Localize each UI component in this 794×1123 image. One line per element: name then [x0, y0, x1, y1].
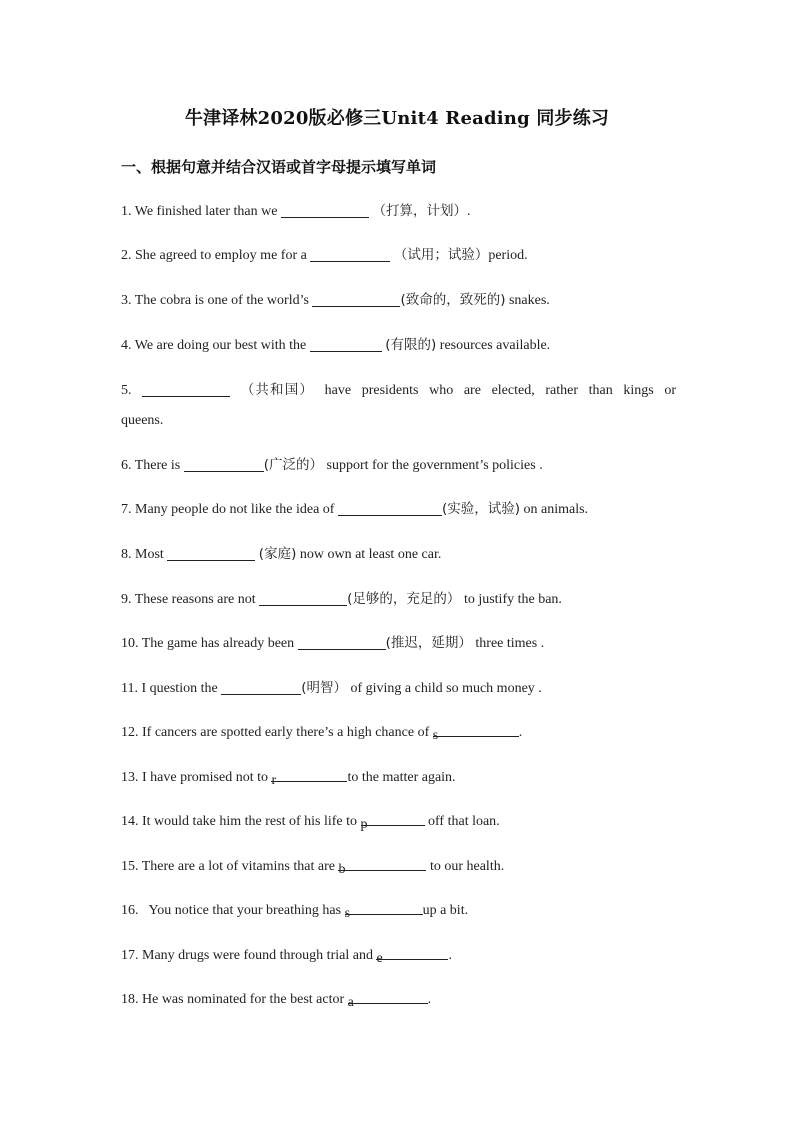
question-text-after: on animals. — [523, 502, 589, 517]
chinese-hint: (足够的，充足的） — [347, 591, 461, 607]
question-number: 16. — [121, 903, 139, 918]
question-text-after: off that loan. — [424, 814, 500, 829]
question-number: 3. — [121, 293, 132, 308]
question-17 — [121, 940, 676, 971]
question-text-after: support for the government’s policies . — [326, 458, 543, 473]
question-text-after: to our health. — [426, 859, 505, 874]
initial-letter: r — [271, 773, 277, 788]
question-number: 18. — [121, 992, 139, 1007]
chinese-hint: (实验，试验) — [441, 501, 520, 517]
chinese-hint: (家庭) — [258, 546, 297, 562]
question-4 — [121, 330, 676, 361]
question-text-before: I question the — [141, 681, 222, 696]
question-1 — [121, 196, 676, 227]
question-number: 6. — [121, 458, 132, 473]
answer-blank[interactable] — [310, 245, 390, 262]
initial-letter: s — [344, 906, 351, 921]
answer-blank[interactable] — [344, 898, 423, 921]
chinese-hint: (明智） — [301, 680, 347, 696]
chinese-hint: （试用；试验） — [393, 247, 489, 263]
question-text-before: These reasons are not — [134, 592, 260, 607]
question-text-after: of giving a child so much money . — [350, 681, 542, 696]
answer-blank[interactable] — [271, 765, 347, 788]
chinese-hint: （打算，计划） — [372, 203, 467, 219]
question-12 — [121, 717, 676, 748]
question-6 — [121, 450, 676, 481]
question-14 — [121, 806, 676, 837]
initial-letter: b — [338, 862, 346, 877]
question-text-before: You notice that your breathing has — [138, 903, 345, 918]
question-text-before: The cobra is one of the world’s — [134, 293, 313, 308]
answer-blank[interactable] — [167, 544, 255, 561]
question-text-after: up a bit. — [422, 903, 469, 918]
answer-blank[interactable] — [184, 455, 264, 472]
question-number: 4. — [121, 338, 132, 353]
question-text-after: have presidents who are elected, rather than kings or queens. — [121, 383, 677, 428]
initial-letter: e — [376, 951, 383, 966]
chinese-hint: (广泛的） — [263, 457, 324, 473]
question-11 — [121, 673, 676, 704]
question-text-after: . — [427, 992, 432, 1007]
question-text-after: . — [466, 204, 471, 219]
question-text-before: We finished later than we — [134, 204, 281, 219]
question-15 — [121, 851, 676, 882]
initial-letter: a — [347, 995, 354, 1010]
answer-blank[interactable] — [360, 809, 425, 832]
question-text-before: He was nominated for the best actor — [142, 992, 348, 1007]
answer-blank[interactable] — [310, 335, 382, 352]
question-text-before: There is — [134, 458, 184, 473]
question-number: 10. — [121, 636, 139, 651]
answer-blank[interactable] — [376, 943, 448, 966]
answer-blank[interactable] — [312, 290, 400, 307]
question-text-after: to justify the ban. — [463, 592, 562, 607]
answer-blank[interactable] — [142, 380, 230, 397]
question-number: 14. — [121, 814, 139, 829]
question-number: 5. — [121, 383, 132, 398]
answer-blank[interactable] — [432, 720, 519, 743]
question-number: 9. — [121, 592, 132, 607]
question-13 — [121, 762, 676, 793]
question-text-after: now own at least one car. — [299, 547, 442, 562]
answer-blank[interactable] — [259, 589, 347, 606]
answer-blank[interactable] — [298, 633, 386, 650]
answer-blank[interactable] — [281, 201, 369, 218]
chinese-hint: (致命的，致死的) — [400, 292, 506, 308]
question-3 — [121, 285, 676, 316]
question-7 — [121, 494, 676, 525]
question-text-before: She agreed to employ me for a — [135, 248, 311, 263]
question-text-before: It would take him the rest of his life to — [142, 814, 361, 829]
question-number: 13. — [121, 770, 139, 785]
question-18 — [121, 984, 676, 1015]
question-text-before: I have promised not to — [142, 770, 272, 785]
question-number: 1. — [121, 204, 132, 219]
answer-blank[interactable] — [338, 499, 442, 516]
question-number: 12. — [121, 725, 139, 740]
question-text-after: resources available. — [439, 338, 551, 353]
section-heading: 一、根据句意并结合汉语或首字母提示填写单词 — [121, 158, 437, 176]
question-number: 11. — [121, 681, 138, 696]
question-text-before: Many people do not like the idea of — [135, 502, 338, 517]
question-text-after: period. — [488, 248, 528, 263]
question-text-after: . — [448, 948, 452, 963]
question-text-before: The game has already been — [141, 636, 298, 651]
answer-blank[interactable] — [347, 987, 428, 1010]
question-text-before: Many drugs were found through trial and — [142, 948, 377, 963]
question-text-before: If cancers are spotted early there’s a high chance of — [142, 725, 433, 740]
question-number: 15. — [121, 859, 139, 874]
chinese-hint: (有限的) — [385, 337, 437, 353]
question-number: 8. — [121, 547, 132, 562]
question-text-before: There are a lot of vitamins that are — [141, 859, 339, 874]
question-number: 17. — [121, 948, 139, 963]
question-5 — [121, 375, 676, 436]
question-16 — [121, 895, 676, 926]
chinese-hint: (推迟，延期） — [385, 635, 472, 651]
question-8 — [121, 539, 676, 570]
question-text-before: We are doing our best with the — [134, 338, 310, 353]
question-text-after: to the matter again. — [347, 770, 456, 785]
question-9 — [121, 584, 676, 615]
initial-letter: p — [360, 817, 368, 832]
question-text-after: three times . — [475, 636, 545, 651]
question-text-before: Most — [135, 547, 168, 562]
question-number: 7. — [121, 502, 132, 517]
initial-letter: s — [432, 728, 439, 743]
answer-blank[interactable] — [338, 854, 426, 877]
question-10 — [121, 628, 676, 659]
question-text-after: . — [518, 725, 523, 740]
question-number: 2. — [121, 248, 132, 263]
page-title: 牛津译林2020版必修三Unit4 Reading 同步练习 — [184, 108, 610, 129]
answer-blank[interactable] — [221, 678, 301, 695]
chinese-hint: （共和国） — [240, 382, 314, 398]
question-2 — [121, 240, 676, 271]
question-text-after: snakes. — [508, 293, 550, 308]
